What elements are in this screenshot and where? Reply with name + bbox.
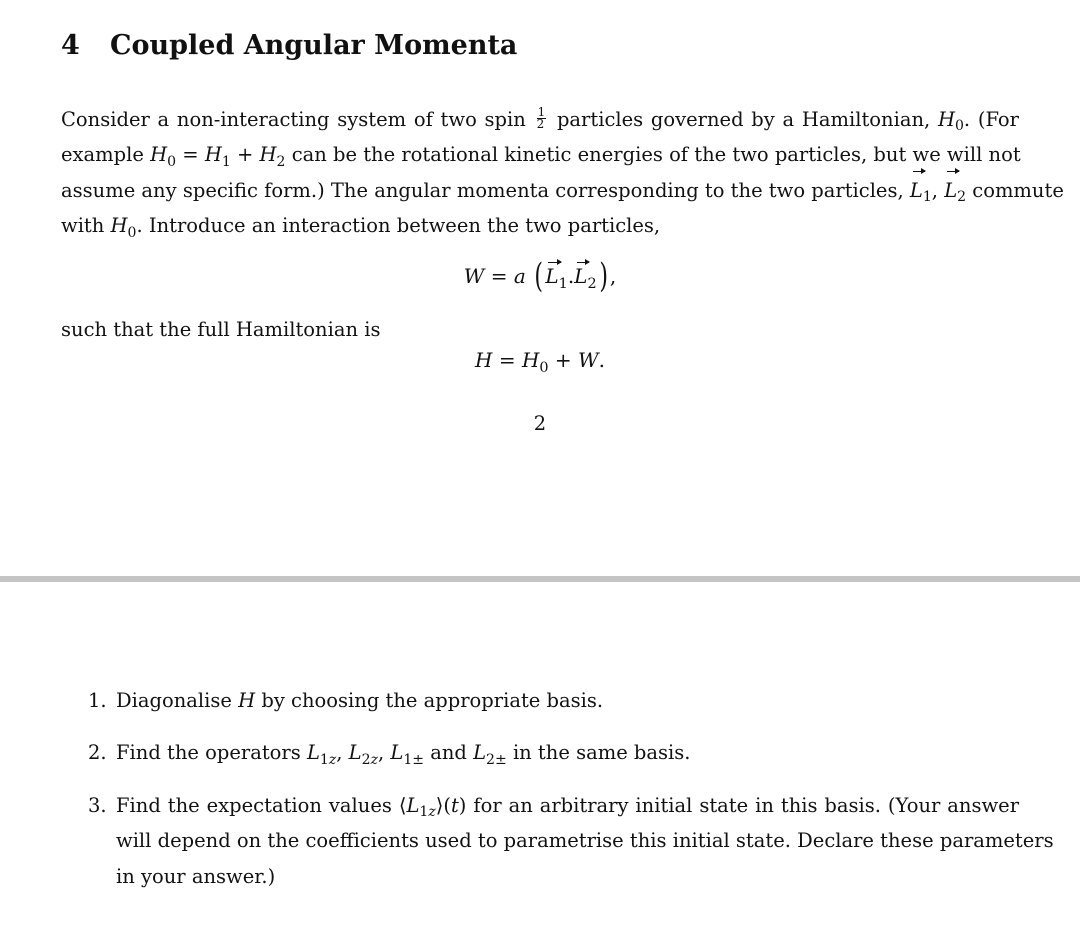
intro-text: commute — [972, 178, 1064, 202]
math-h0-sum — [150, 143, 286, 170]
math-subscript: 1± — [403, 751, 425, 768]
vector-symbol: L — [910, 173, 923, 208]
list-item-line — [116, 683, 1019, 718]
subscript-digit: 1 — [319, 751, 329, 768]
math-symbol: H — [238, 689, 256, 712]
left-paren: ( — [534, 256, 544, 296]
section-title: Coupled Angular Momenta — [110, 30, 518, 61]
right-paren: ) — [598, 256, 608, 296]
page-bottom — [0, 582, 1080, 938]
subscript-letter: z — [428, 804, 436, 821]
math-symbol: L — [473, 741, 487, 765]
math-symbol: W — [463, 264, 485, 288]
math-operator: = — [182, 143, 199, 167]
list-item-line: will depend on the coefficients used to parametrise this initial state. Declare these parameters — [116, 829, 1054, 853]
math-operator: + — [554, 348, 572, 372]
math-symbol: L — [348, 741, 362, 765]
subscript-digit: 1 — [419, 804, 429, 821]
such-that-paragraph — [61, 312, 1019, 347]
math-h0 — [110, 214, 137, 241]
math-bracket: ⟩( — [435, 793, 451, 817]
math-subscript: 2 — [587, 275, 597, 292]
math-expectation — [398, 793, 467, 821]
math-symbol: L — [406, 793, 420, 817]
math-subscript — [419, 804, 435, 820]
math-subscript: 0 — [127, 224, 137, 241]
math-symbol: H — [521, 348, 540, 372]
math-symbol: H — [937, 108, 955, 131]
list-item — [88, 788, 1054, 894]
question-list — [88, 683, 1054, 911]
page-number: 2 — [533, 412, 547, 435]
math-subscript — [362, 752, 378, 768]
intro-text: . Introduce an interaction between the two particles, — [136, 214, 661, 238]
math-symbol: L — [390, 741, 404, 765]
fraction-denominator: 2 — [536, 117, 545, 131]
math-subscript: 2 — [276, 153, 286, 170]
list-item-body — [116, 735, 1019, 770]
equation-full-hamiltonian — [0, 348, 1080, 376]
equation-interaction — [0, 256, 1080, 296]
intro-text: . (For — [963, 108, 1019, 131]
math-subscript: 1 — [221, 153, 231, 170]
math-h0 — [937, 108, 964, 135]
math-symbol: W — [578, 348, 599, 372]
math-subscript: 1 — [922, 189, 932, 206]
intro-text: assume any specific form.) The angular momenta corresponding to the two particles, — [61, 178, 904, 202]
item-text: Find the operators — [116, 741, 301, 765]
math-symbol: a — [513, 264, 526, 288]
intro-line-4 — [61, 208, 1019, 243]
math-punctuation: , — [377, 741, 385, 765]
intro-line-1 — [61, 102, 1019, 137]
section-number: 4 — [61, 30, 80, 61]
item-text: in the same basis. — [512, 741, 691, 765]
math-l-vectors — [909, 178, 967, 206]
math-punctuation: , — [609, 264, 617, 288]
math-symbol: t — [450, 793, 459, 817]
list-item-body — [116, 788, 1054, 894]
math-operator: = — [490, 264, 508, 288]
math-bracket: ⟨ — [398, 793, 407, 817]
item-text: Find the expectation values — [116, 793, 392, 817]
item-text: and — [430, 741, 467, 765]
intro-line-2 — [61, 137, 1019, 172]
math-bracket: ) — [458, 793, 467, 817]
fraction-one-half — [537, 107, 547, 130]
math-symbol: L — [306, 741, 320, 765]
math-subscript: 0 — [954, 118, 964, 135]
intro-text: example — [61, 143, 144, 167]
intro-text: with — [61, 214, 105, 238]
list-item-line — [116, 735, 1019, 770]
math-subscript: 0 — [167, 153, 177, 170]
vector-symbol: L — [944, 173, 957, 208]
math-punctuation: , — [931, 178, 938, 202]
such-that-text: such that the full Hamiltonian is — [61, 318, 381, 341]
math-subscript — [320, 752, 336, 768]
intro-text: Consider a non-interacting system of two spin — [61, 108, 526, 131]
list-item-number: 3. — [88, 793, 107, 817]
list-item-line: in your answer.) — [116, 864, 276, 888]
fraction-numerator: 1 — [537, 105, 546, 119]
intro-line-3 — [61, 173, 1064, 208]
math-operator: . — [567, 264, 575, 288]
list-item-number: 1. — [88, 689, 107, 712]
math-symbol: H — [110, 214, 128, 238]
subscript-letter: z — [370, 751, 378, 768]
math-punctuation: . — [598, 348, 605, 372]
math-punctuation: , — [336, 741, 343, 765]
list-item — [88, 683, 1019, 718]
intro-paragraph — [61, 102, 1064, 244]
math-subscript: 2 — [957, 189, 967, 206]
list-item-line — [116, 788, 1019, 823]
vector-symbol: L — [574, 264, 588, 288]
subscript-digit: 2 — [361, 751, 371, 768]
list-item-number: 2. — [88, 741, 107, 765]
math-symbol: H — [204, 143, 222, 167]
math-operator: + — [236, 143, 254, 167]
math-symbol: H — [150, 143, 168, 167]
subscript-letter: z — [328, 751, 337, 768]
list-item — [88, 735, 1019, 770]
item-text: for an arbitrary initial state in this basis. (Your answer — [473, 793, 1020, 817]
intro-text: particles governed by a Hamiltonian, — [556, 108, 931, 131]
math-symbol: H — [259, 143, 277, 167]
math-symbol: H — [475, 348, 493, 372]
item-text: by choosing the appropriate basis. — [261, 689, 604, 712]
intro-text: can be the rotational kinetic energies of the two particles, but we will not — [291, 143, 1021, 167]
vector-symbol: L — [545, 264, 559, 288]
list-item-body — [116, 683, 1019, 718]
math-operator: = — [498, 348, 516, 372]
item-text: Diagonalise — [116, 689, 232, 712]
math-subscript: 2± — [486, 751, 507, 768]
math-subscript: 1 — [558, 275, 568, 292]
section-heading — [61, 30, 517, 61]
math-subscript: 0 — [539, 359, 549, 376]
